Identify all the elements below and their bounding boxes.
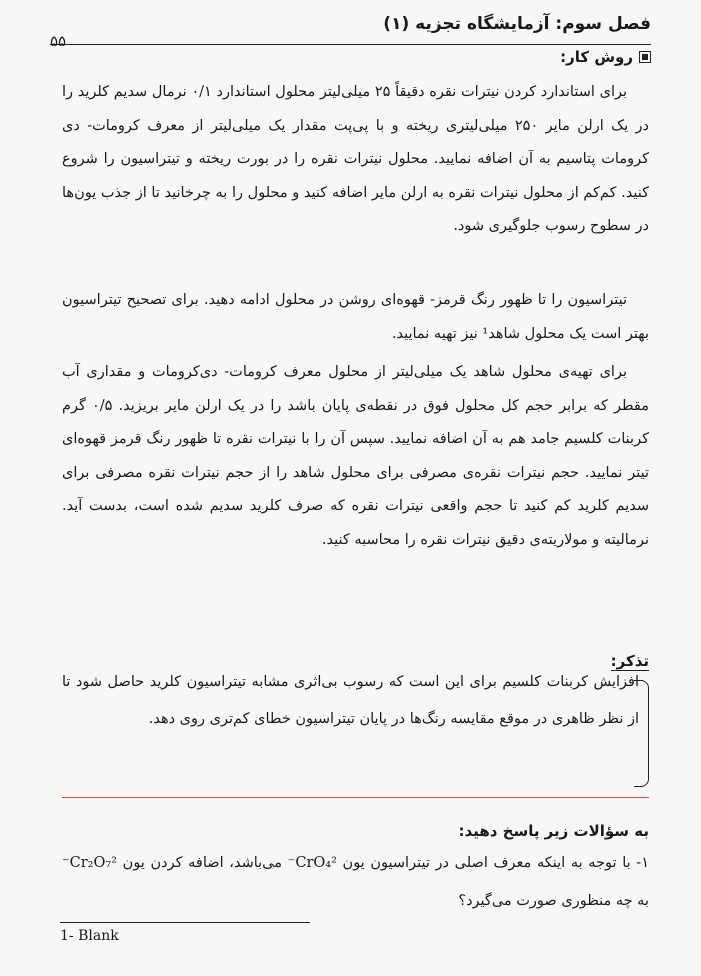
questions-heading: به سؤالات زیر پاسخ دهید:: [458, 822, 649, 840]
question-1: [62, 844, 649, 920]
paragraph-text: برای تهیه‌ی محلول شاهد یک میلی‌لیتر از محلول معرف کرومات- دی‌کرومات و مقداری آب مقطر که برابر حجم کل محلول فوق در نقطه‌ی پایان باشد را در یک ارلن مایر بریزید. ۰/۵ گرم کربنات کلسیم جامد هم به آن اضافه نمایید. سپس آن را با نیترات نقره تا ظهور رنگ قرمز قهوه‌ای تیتر نمایید. حجم نیترات نقره‌ی مصرفی برای محلول شاهد را از حجم نیترات نقره مصرفی برای سدیم کلرید کم کنید تا حجم واقعی نیترات نقره که صرف کلرید سدیم شده است، بدست آید. نرمالیته و مولاریته‌ی دقیق نیترات نقره را محاسبه کنید.: [62, 364, 649, 548]
paragraph-2: [62, 284, 649, 351]
footnote-divider: [60, 922, 310, 923]
square-bullet-icon: [639, 51, 651, 63]
paragraph-1: [62, 76, 649, 244]
paragraph-text: برای استاندارد کردن نیترات نقره دقیقاً ۲۵ میلی‌لیتر محلول استاندارد ۰/۱ نرمال سدیم کلرید را در یک ارلن مایر ۲۵۰ میلی‌لیتری ریخته و با پی‌پت مقدار یک میلی‌لیتر از معرف کرومات- دی کرومات پتاسیم به آن اضافه نمایید. محلول نیترات نقره را در بورت ریخته و تیتراسیون را شروع کنید. کم‌کم از محلول نیترات نقره به ارلن مایر اضافه کنید و محلول را به چرخانید تا از جذب یون‌ها در سطوح رسوب جلوگیری شود.: [62, 84, 649, 234]
chapter-title: فصل سوم: آزمایشگاه تجزیه (۱): [383, 14, 651, 34]
section-heading: [560, 48, 651, 66]
paragraph-3: [62, 356, 649, 557]
question-1-text: ۱- با توجه به اینکه معرف اصلی در تیتراسیون یون CrO₄²⁻ می‌باشد، اضافه کردن یون Cr₂O₇²⁻ به چه منظوری صورت می‌گیرد؟: [62, 855, 650, 909]
section-title: روش کار:: [560, 48, 633, 66]
footnote: 1- Blank: [60, 928, 119, 944]
red-divider: [62, 797, 649, 798]
note-text: [62, 664, 639, 738]
paragraph-text: تیتراسیون را تا ظهور رنگ قرمز- قهوه‌ای روشن در محلول ادامه دهید. برای تصحیح تیتراسیون بهتر است یک محلول شاهد¹ نیز تهیه نمایید.: [62, 292, 649, 342]
note-body: افزایش کربنات کلسیم برای این است که رسوب بی‌اثری مشابه تیتراسیون کلرید حاصل شود تا از نظر ظاهری در موقع مقایسه رنگ‌ها در پایان تیتراسیون خطای کم‌تری روی دهد.: [62, 674, 639, 727]
note-heading: تذکر:: [610, 652, 649, 670]
page-header: [50, 10, 651, 50]
page-number: ۵۵: [50, 32, 67, 50]
